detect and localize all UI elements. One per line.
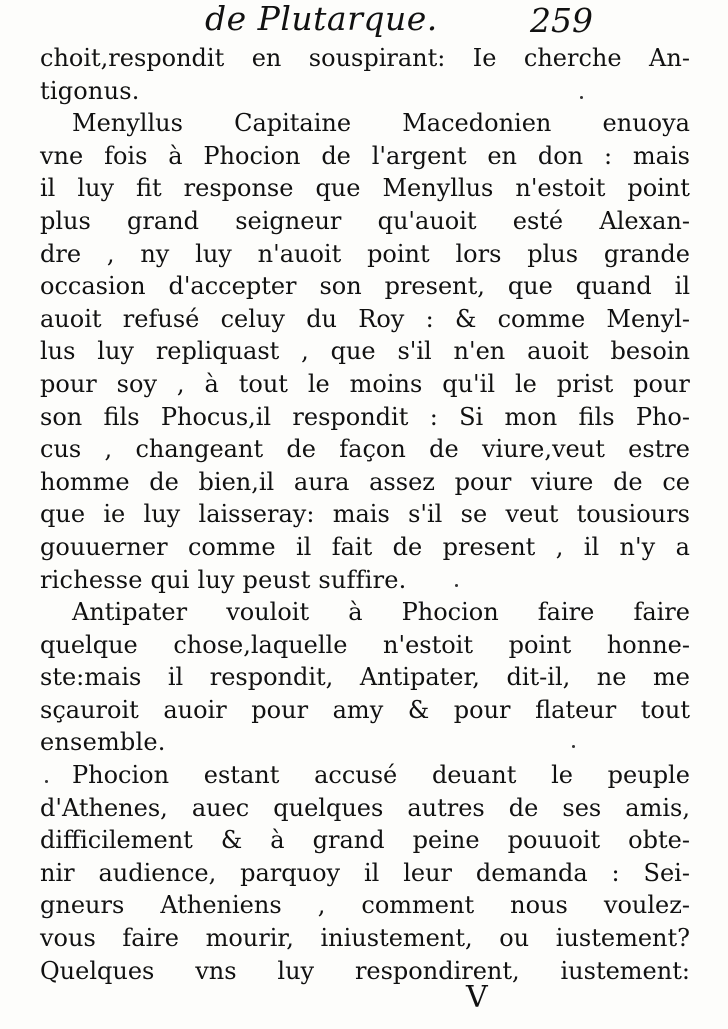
text-line: gouuerner comme il fait de present , il n'y a (40, 532, 690, 561)
text-line: ste:mais il respondit, Antipater, dit-il, ne me (40, 663, 690, 692)
print-speck (455, 584, 458, 587)
text-line: lus luy repliquast , que s'il n'en auoit besoin (40, 337, 690, 366)
print-speck (45, 780, 48, 783)
paragraph-start-line: Menyllus Capitaine Macedonien enuoya (72, 109, 690, 138)
text-line: gneurs Atheniens , comment nous voulez- (40, 891, 690, 920)
text-line: cus , changeant de façon de viure,veut estre (40, 435, 690, 464)
page-number: 259 (530, 1, 593, 40)
text-line: quelque chose,laquelle n'estoit point honne- (40, 630, 690, 659)
text-line: occasion d'accepter son present, que quand il (40, 272, 690, 301)
print-speck (580, 96, 583, 99)
text-line: que ie luy laisseray: mais s'il se veut tousiours (40, 500, 690, 529)
text-line: Quelques vns luy respondirent, iustement: (40, 956, 690, 985)
text-line: tigonus. (40, 76, 140, 105)
running-title: de Plutarque. (205, 0, 438, 38)
text-line: richesse qui luy peust suffire. (40, 565, 407, 594)
text-line: vne fois à Phocion de l'argent en don : mais (40, 141, 690, 170)
paragraph-start-line: Antipater vouloit à Phocion faire faire (72, 598, 690, 627)
text-line: homme de bien,il aura assez pour viure de ce (40, 467, 690, 496)
text-line: dre , ny luy n'auoit point lors plus grande (40, 239, 690, 268)
print-speck (572, 745, 575, 748)
text-line: choit,respondit en souspirant: Ie cherche An- (40, 44, 690, 72)
text-line: pour soy , à tout le moins qu'il le prist pour (40, 369, 690, 398)
text-line: vous faire mourir, iniustement, ou iustement? (40, 924, 690, 953)
paragraph-start-line: Phocion estant accusé deuant le peuple (72, 761, 690, 790)
text-line: difficilement & à grand peine pouuoit obte- (40, 826, 690, 855)
signature-mark: V (466, 980, 488, 1015)
text-line: il luy fit response que Menyllus n'estoit point (40, 174, 690, 203)
text-line: plus grand seigneur qu'auoit esté Alexan- (40, 206, 690, 235)
text-line: auoit refusé celuy du Roy : & comme Menyl- (40, 304, 690, 333)
text-line: son fils Phocus,il respondit : Si mon fils Pho- (40, 402, 690, 431)
text-line: d'Athenes, auec quelques autres de ses amis, (40, 793, 690, 822)
text-line: ensemble. (40, 728, 166, 757)
text-line: sçauroit auoir pour amy & pour flateur tout (40, 695, 690, 724)
text-line: nir audience, parquoy il leur demanda : Sei- (40, 858, 690, 887)
body-text (40, 42, 690, 987)
